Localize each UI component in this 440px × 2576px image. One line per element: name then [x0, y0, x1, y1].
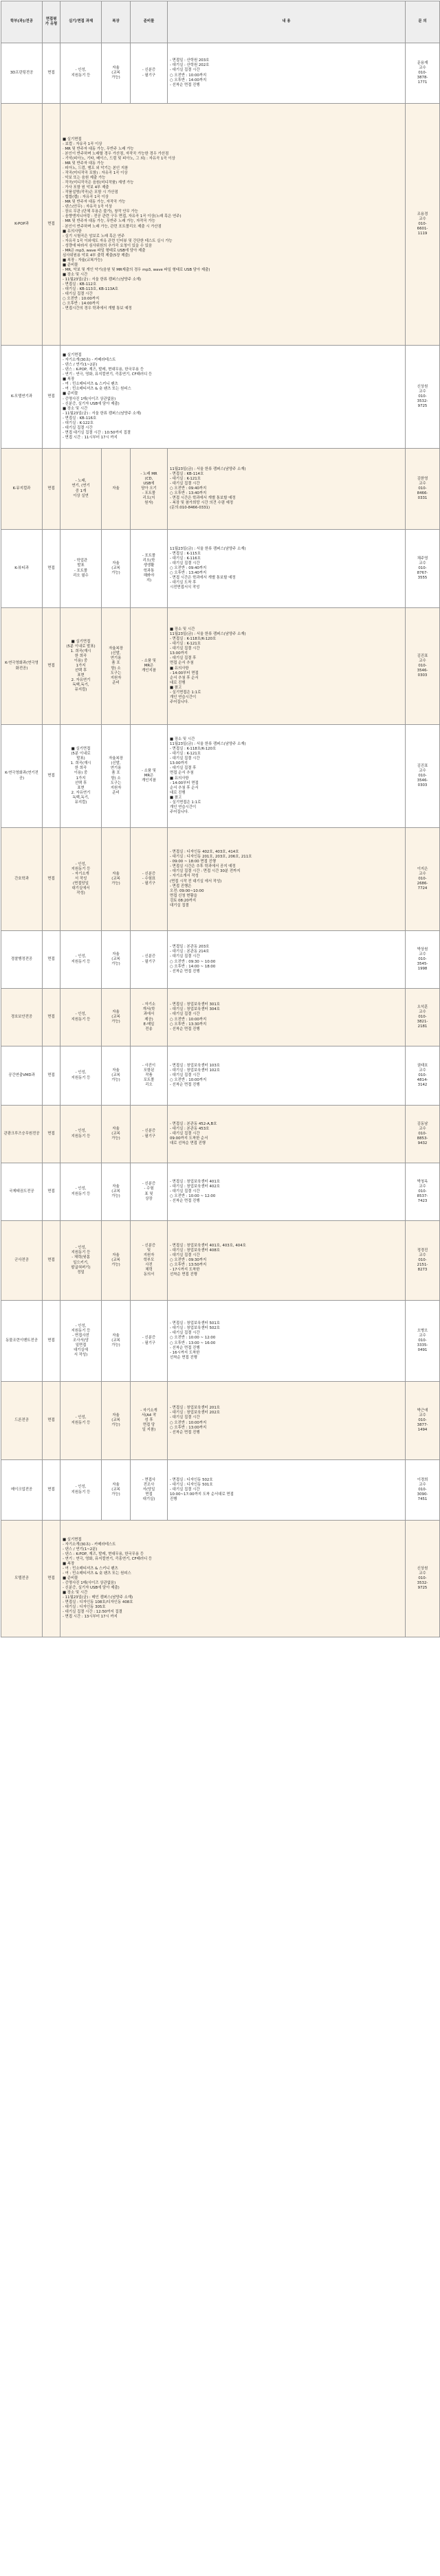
dept-cell: 3D프린팅전공	[1, 43, 43, 104]
dress-cell: 자율 (교복 가능)	[102, 828, 131, 931]
table-row	[1, 1301, 440, 1382]
dept-cell: 메이크업전공	[1, 1460, 43, 1521]
dept-cell: 경찰행정전공	[1, 931, 43, 989]
dress-cell: 자율 (교복 가능)	[102, 1163, 131, 1221]
header-prep: 준비물	[131, 1, 168, 43]
type-cell: 면접	[43, 1460, 60, 1521]
table-row	[1, 725, 440, 828]
merged-content-cell: ■ 실기면접 - 보컬 : 자유곡 1곡 이상 · MR 및 반주자 대동 가능, 무반주 노래 가능 · 본인이 반주하며 노래할 경우 가산점, 자작곡 가능한 경우 가산점 - 기악(피아노, 기타, 베이스, 드럼 및 피아노, 그 외) : 자유곡 1곡 이상 · MR 및 반주자 대동 가능 · 피아노, 드럼, 앰프 외 악기는 본인 지참 - 작곡(미디작곡 포함) : 자유곡 1곡 이상 · 악보 또는 음원 제출 가능 · 작곡(미디작곡은 음원(미디작품) 재생 가능 · 가사 포함 원 악보 4부 제출 - 작품설명(작곡)은 포함 시 가산점 - 힙합(랩) : 자유곡 1곡 이상 · MR 및 반주자 대동 가능, 자작곡 가능 - 댄스(안무) : 자유곡 1곡 이상 · 장르 무관 (단체 무용은 불가), 창작 안무 가능 - 음향엔지니어링 : 전공 관련 구두 면접, 자유곡 1곡 이상(노래 혹은 연주) · MR 및 반주자 대동 가능, 무반주 노래 가능, 자작곡 가능 · 본인이 반주하며 노래 가능, 관련 포트폴리오 제출 시 가산점 ■ 유의사항 - 실기 시험곡은 암보로 노래 혹은 연주 - 자유곡 1곡 이외에도 자유 관련 인터뷰 및 간단한 테스트 실시 가능 - 성량에 따라서 심사위원의 추가곡 요청이 있을 수 있음 - MR은 mp3, wave 파일 형태로 USB에 담아 제출 심사위원용 악보 4부 출력 제출(5장 제출) ■ 복장 : 자율(교복가능) ■ 준비물 - MR, 악보 및 개인 악기(음원 및 MR제출의 경우 mp3, wave 파일 형태로 USB 담아 제출) ■ 장소 및 시간 - 11월23일(금) : 서울 한류 캠퍼스(남양주 소재) - 면접실 : KB-112호 - 대기실 : KB-113호, KB-113A호 - 대기실 집결 시간 ○ 오전반 : 10:00까지 ○ 오후반 : 14:00까지 - 면접시간의 경우 학과에서 개별 통보 예정	[60, 104, 406, 346]
table-row	[1, 1460, 440, 1521]
dept-cell: K-뷰티과	[1, 530, 43, 608]
contact-cell: 박상원 교수 010- 3545- 1998	[406, 931, 440, 989]
contact-cell: 문용재 교수 010- 3878- 1771	[406, 43, 440, 104]
header-dept: 학부(과)/전공	[1, 1, 43, 43]
contact-cell: 김동남 교수 010- 8853- 9432	[406, 1106, 440, 1163]
dept-cell: K-연극영화과(연극영화전공)	[1, 608, 43, 725]
header-content: 내 용	[168, 1, 406, 43]
header-task: 실기/면접 과제	[60, 1, 102, 43]
dress-cell: 자율 (교복 가능)	[102, 1460, 131, 1521]
contact-cell: 신상원 교수 010- 3532- 9725	[406, 1521, 440, 1637]
dress-cell: 자율 (교복 가능)	[102, 931, 131, 989]
merged-content-cell: ■ 실기면접 - 자기소개(30초) - 카메라테스트 - 댄스 / 연기(1~2분) - 댄스 : K-POP, 재즈, 발레, 현대무용, 한국무용 등 - 연기 : 연극, 영화, 뮤지컬연기, 즉흥연기, CF패러디 등 ■ 복장 - 여 : 민소매티셔츠 & 스키니 팬츠 - 여 : 민소매티셔츠 & 숏 팬츠 또는 원피스 ■ 준비물 - 증명사진 1매(사이즈 상관없음) - 신분증, 실기자 USB에 담아 제출) ■ 장소 및 시간 - 11월23일(금) : 서울 한류 캠퍼스(남양주 소재) - 면접실 : KB-116호 - 대기실 : K-122호 - 대기실 집결 시간 - 면접 대기실 집결 시간 : 10:50까지 집결 - 면접 시간 : 11시부터 17시 까지	[60, 346, 406, 449]
prep-cell: - 노래 MR (CD, USB에 담아 오기 - 포트폴 리오(지 원자)	[131, 449, 168, 530]
table-row	[1, 1106, 440, 1163]
task-cell: ■ 실기면접 (5분 이내로 발표) 1. 희곡(재시 한 희곡 이용) 중 1가지 선택 후 표현 2. 자유연기 독백,독기, 뮤지컬)	[60, 725, 102, 828]
task-cell: - 인성, 지원동기 등	[60, 1046, 102, 1106]
table-row	[1, 1382, 440, 1460]
dept-cell: K-뮤지컬과	[1, 449, 43, 530]
interview-schedule-table	[1, 1, 440, 1637]
content-cell: - 면접일 : 본관동 203호 - 대기실 : 본관동 214호 - 대기실 집결 시간 ○ 오전반 : 09:30 ~ 10:00 ○ 오후반 : 14:00 ~ 18:00 - 선착순 면접 진행	[168, 931, 406, 989]
dress-cell: 자율 (교복 가능)	[102, 989, 131, 1046]
header-dress: 복장	[102, 1, 131, 43]
dept-cell: 공간연출VMD과	[1, 1046, 43, 1106]
dept-cell: 국제태권도전공	[1, 1163, 43, 1221]
table-row	[1, 449, 440, 530]
type-cell: 면접	[43, 449, 60, 530]
type-cell: 면접	[43, 608, 60, 725]
content-cell: - 면접실 : 창업보육센터 401호 - 대기실 : 창업보육센터 402호 - 대기실 집결 시간 ○ 오전반 : 10:00 ~ 12:00 - 선착순 면접 진행	[168, 1163, 406, 1221]
contact-cell: 이지은 교수 010- 2686- 7724	[406, 828, 440, 931]
contact-cell: 이경희 교수 010- 3090- 7451	[406, 1460, 440, 1521]
table-row	[1, 1046, 440, 1106]
contact-cell: 박청옥 교수 010- 8537- 7423	[406, 1163, 440, 1221]
contact-cell: 신상원 교수 010- 3532- 9725	[406, 346, 440, 449]
content-cell: - 면접실 : 디자인동 502호 - 대기실 : 디자인동 501호 - 대기실 집결 시간 10:00~17:00까지 도착 순서대로 면접 진행	[168, 1460, 406, 1521]
prep-cell: - 소품 및 MR은 개인지참	[131, 725, 168, 828]
dept-cell: 군사전공	[1, 1221, 43, 1301]
contact-cell: 김진표 교수 010- 3546- 0303	[406, 725, 440, 828]
type-cell: 면접	[43, 1163, 60, 1221]
task-cell: ■ 실기면접 (5분 이내로 발표) 1. 희곡(재시 한 희곡 이용) 중 1가지 선택 후 표현 2. 자유연기 독백,독기, 뮤지컬)	[60, 608, 102, 725]
header-type: 면접평가 유형	[43, 1, 60, 43]
content-cell: - 면접실 : 창업보육센터 201호 - 대기실 : 창업보육센터 202호 - 대기실 집결 시간 ○ 오전반 : 10:00까지 ○ 오후반 : 13:00까지 - 선착순 면접 진행	[168, 1382, 406, 1460]
contact-cell: 채주영 교수 010- 8767- 3555	[406, 530, 440, 608]
table-row	[1, 43, 440, 104]
table-row	[1, 104, 440, 346]
prep-cell: - 신분증 - 필기구	[131, 1301, 168, 1382]
task-cell: - 인성, 지원동기 등	[60, 43, 102, 104]
type-cell: 면접	[43, 1521, 60, 1637]
contact-cell: 박근애 교수 010- 3877- 1494	[406, 1382, 440, 1460]
dept-cell: 동물조련이벤트전공	[1, 1301, 43, 1382]
prep-cell: - 신분증 - 필기구	[131, 1106, 168, 1163]
prep-cell: - 신분증 - 수험 표 및 상장	[131, 1163, 168, 1221]
type-cell: 면접	[43, 1301, 60, 1382]
contact-cell: 조용경 교수 010- 6601- 1119	[406, 104, 440, 346]
content-cell: ■ 장소 및 시간 11월23일(금) : 서울 한류 캠퍼스(남양주 소재) - 면접실 : K-118호/K-120호 - 대기실 : K-121호 - 대기실 집결 시간 13:00까지 - 대기실 집결 후 면접 순서 추첨 ■ 유의사항 - 14:00부터 면접 순서 추첨 후 순서 대로 진행 ■ 참고 - 실기면접은 1:1로 개인 연습시간이 주어집니다.	[168, 608, 406, 725]
dept-cell: K-POP과	[1, 104, 43, 346]
type-cell: 면접	[43, 346, 60, 449]
dress-cell: 자율 (교복 가능)	[102, 1382, 131, 1460]
task-cell: - 인성, 지원동기 등	[60, 1382, 102, 1460]
table-row	[1, 1221, 440, 1301]
task-cell: - 인성, 지원동기 등 - 자기소개 서 작성 (면접당일 대기실에서 작성)	[60, 828, 102, 931]
table-row	[1, 608, 440, 725]
contact-cell: 김한영 교수 010- 8466- 0331	[406, 449, 440, 530]
dress-cell: 자율복장 (신발, 연기용 품 포 함) 소 도구는 지원자 준비	[102, 608, 131, 725]
task-cell: - 인성, 지원동기 등	[60, 1460, 102, 1521]
prep-cell: - 신분증 - 필기구	[131, 43, 168, 104]
dress-cell: 자율 (교복 가능)	[102, 530, 131, 608]
prep-cell: - 신분증 및 지원자 학부모 사전 체력 동의서	[131, 1221, 168, 1301]
dress-cell: 자율 (교복 가능)	[102, 43, 131, 104]
content-cell: - 면접실 : 창업보육센터 401호, 403호, 404호 - 대기실 : 창업보육센터 408호 - 대기실 집결 시간 ○ 오전반 : 09:30까지 ○ 오후반 : 13:50까지 - 17시까지 도착한 선착순 면접 진행	[168, 1221, 406, 1301]
type-cell: 면접	[43, 1382, 60, 1460]
prep-cell: - 소품 및 MR은 개인지참	[131, 608, 168, 725]
type-cell: 면접	[43, 1106, 60, 1163]
content-cell: - 면접실 : 창업보육센터 103호 - 대기실 : 창업보육센터 102호 - 대기실 집결 시간 ○ 오전반 : 10:00까지 - 선착순 면접 진행	[168, 1046, 406, 1106]
dress-cell: 자율 (교복 가능)	[102, 1046, 131, 1106]
task-cell: - 노래, 연기, (연기 중 1개 이상 실연	[60, 449, 102, 530]
prep-cell: - 포트폴 리오(학 생생활 학과통 해봐야 지)	[131, 530, 168, 608]
merged-content-cell: ■ 실기면접 - 자기소개(30초) - 카메라테스트 - 댄스 / 연기(1~2분) - 댄스 : K-POP, 재즈, 발레, 현대무용, 한국무용 등 - 연기 : 연극, 영화, 뮤지컬연기, 즉흥연기, CF패러디 등 ■ 복장 - 여 : 민소매티셔츠 & 스키니 팬츠 - 여 : 민소매티셔츠 & 숏 팬츠 또는 원피스 ■ 준비물 - 증명사진 1매(사이즈 상관없음) - 신분증, 실기자 USB에 담아 제출) ■ 장소 및 시간 - 11월23일(금) : 메인 캠퍼스(남양주 소재) - 면접실 : 디자인동 108호/디자인동 408호 - 대기실 : 디자인동 305호 - 대기실 집결 시간 : 12:50까지 집결 - 면접 시간 : 13시부터 17시 까지	[60, 1521, 406, 1637]
task-cell: - 인성, 지원동기 등 - 면접사전 조사서(당 일면접 대기실에 서 작성)	[60, 1301, 102, 1382]
prep-cell: - 신분증 - 수험표 - 필기구	[131, 828, 168, 931]
table-row	[1, 1521, 440, 1637]
dept-cell: 관광크루즈승무원전공	[1, 1106, 43, 1163]
task-cell: - 인성, 지원동기 등	[60, 1106, 102, 1163]
task-cell: - 인성, 지원동기 등 - 체력(윗몸 일으키기, 팔굽혀펴기) 정밀	[60, 1221, 102, 1301]
dept-cell: K-모델연기과	[1, 346, 43, 449]
table-header-row	[1, 1, 440, 43]
prep-cell: - 신분증 - 필기구	[131, 931, 168, 989]
dress-cell: 자율 (교복 가능)	[102, 1221, 131, 1301]
content-cell: - 면접실 : 본관동 452-A,B호 - 대기실 : 본관동 453호 - 대기실 집결 시간 09:00까지 도착한 순서 대로 선착순 면접 진행	[168, 1106, 406, 1163]
table-row	[1, 931, 440, 989]
table-row	[1, 530, 440, 608]
content-cell: - 면접실 : 창업보육센터 301호 - 대기실 : 창업보육센터 304호 - 대기실 집결 시간 ○ 오전반 : 10:00까지 ○ 오후반 : 13:30까지 - 선착순 면접 진행	[168, 989, 406, 1046]
content-cell: 11월23일(금) : 서울 한류 캠퍼스(남양주 소재) - 면접실 : KB-114호 - 대기실 : K-121호 - 대기실 집결 시간 ○ 오전반 : 09:40까지 ○ 오후반 : 13:40까지 - 면접 시간은 학과에서 개별 통보할 예정 - 복장 및 참가희망 시간 의견 수렴 예정 (문의:010-8466-0331)	[168, 449, 406, 530]
table-row	[1, 989, 440, 1046]
task-cell: - 인성, 지원동기 등	[60, 931, 102, 989]
type-cell: 면접	[43, 989, 60, 1046]
table-row	[1, 1163, 440, 1221]
dress-cell: 자율 (교복 가능)	[102, 1106, 131, 1163]
dept-cell: 간호학과	[1, 828, 43, 931]
table-body	[1, 43, 440, 1637]
dept-cell: 경호보안전공	[1, 989, 43, 1046]
contact-cell: 김진표 교수 010- 3546- 0303	[406, 608, 440, 725]
task-cell: - 인성, 지원동기 등	[60, 989, 102, 1046]
content-cell: ■ 장소 및 시간 11월23일(금) : 서울 한류 캠퍼스(남양주 소재) - 면접실 : K-118호/K-120호 - 대기실 : K-121호 - 대기실 집결 시간 13:00까지 - 대기실 집결 후 면접 순서 추첨 ■ 유의사항 - 14:00부터 면접 순서 추첨 후 순서 대로 진행 ■ 참고 - 실기면접은 1:1로 개인 연습시간이 주어집니다.	[168, 725, 406, 828]
content-cell: 11월23일(금) : 서울 한류 캠퍼스(남양주 소재) - 면접실 : K-115호 - 대기실 : K-116호 - 대기실 집결 시간 ○ 오전반 : 09:40까지 ○ 오후반 : 13:40까지 - 면접 시간은 학과에서 개별 통보할 예정 - 대기실 도착 후 시전면접서식 작성	[168, 530, 406, 608]
dept-cell: 드론전공	[1, 1382, 43, 1460]
type-cell: 면접	[43, 828, 60, 931]
type-cell: 면접	[43, 1221, 60, 1301]
prep-cell: - 자기소 개서(학 과에서 제공) E-메일 전송	[131, 989, 168, 1046]
dept-cell: K-연극영화과(연기전공)	[1, 725, 43, 828]
prep-cell: - 사진이 포함된 작품 포트폴 리오	[131, 1046, 168, 1106]
contact-cell: 오병오 교수 010- 3335- 0491	[406, 1301, 440, 1382]
prep-cell: - 면접사 전조사 서(당일 면접 대기실)	[131, 1460, 168, 1521]
content-cell: - 면접실 : 디자인동 402호, 403호, 414호 - 대기실 : 디자인동 201호, 203호, 206호, 211호 - 09:00 ~ 18:00 면접 진행 - 면접실 시간은 추후 학과에서 공지 예정 - 대기실 집결 시간 : 면접 시간 30분 전까지 - 자기소개서 작성 (면접 시작 전 대기실 에서 작성) - 면접 진행은 오전: 09:00~10:00 면접 신청 현황을 검토 08:20까지 대기실 집결	[168, 828, 406, 931]
prep-cell: - 자기소개 서(A4 작 성 후 면접 당 일 지참)	[131, 1382, 168, 1460]
content-cell: - 면접일 : 산학원 203호 - 대기실 : 산학원 202호 - 대기실 집결 시간 ○ 오전반 : 10:00까지 ○ 오후반 : 14:00까지 - 선착순 면접 진행	[168, 43, 406, 104]
type-cell: 면접	[43, 104, 60, 346]
content-cell: - 면접실 : 창업보육센터 501호 - 대기실 : 창업보육센터 502호 - 대기실 집결 시간 ○ 오전반 : 10:00 ~ 12:00 ○ 오후반 : 13:00 ~ 16:00 - 선착순 면접 진행 - 16시까지 도착한 선착순 면접 진행	[168, 1301, 406, 1382]
contact-cell: 권태호 교수 010- 4814- 3142	[406, 1046, 440, 1106]
dress-cell: 자율 (교복 가능)	[102, 1301, 131, 1382]
dress-cell: 자율	[102, 449, 131, 530]
table-row	[1, 828, 440, 931]
table-row	[1, 346, 440, 449]
header-contact: 문 의	[406, 1, 440, 43]
type-cell: 면접	[43, 1046, 60, 1106]
type-cell: 면접	[43, 530, 60, 608]
dept-cell: 모델전공	[1, 1521, 43, 1637]
type-cell: 면접	[43, 43, 60, 104]
dress-cell: 자율복장 (신발, 연기용 품 포 함) 소 도구는 지원자 준비	[102, 725, 131, 828]
task-cell: - 학업관 발표 - 포트폴 리오 필수	[60, 530, 102, 608]
contact-cell: 오석훈 교수 010- 3821- 2181	[406, 989, 440, 1046]
task-cell: - 인성, 지원동기 등	[60, 1163, 102, 1221]
type-cell: 면접	[43, 725, 60, 828]
contact-cell: 정경진 교수 010- 2151- 8273	[406, 1221, 440, 1301]
type-cell: 면접	[43, 931, 60, 989]
